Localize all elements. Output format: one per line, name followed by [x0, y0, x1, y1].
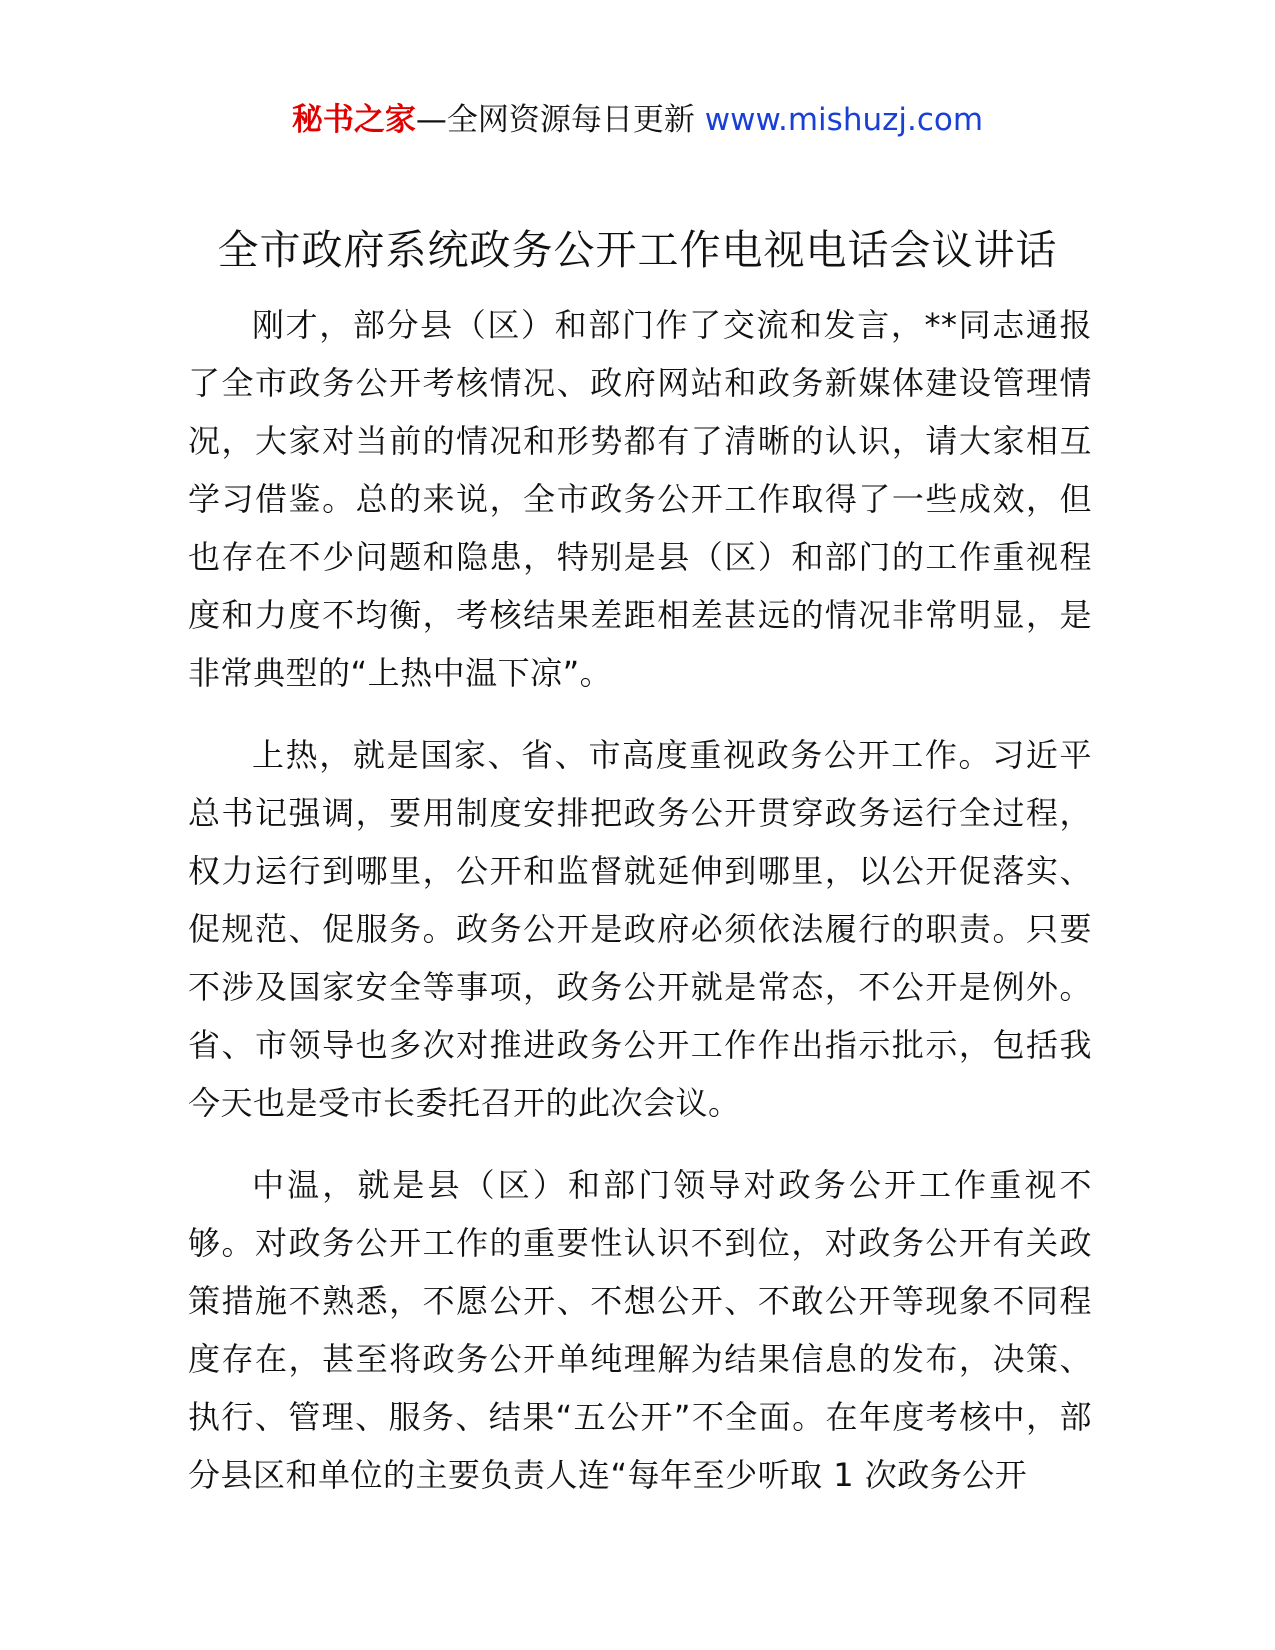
paragraph-1: 刚才，部分县（区）和部门作了交流和发言，**同志通报了全市政务公开考核情况、政府网站和政务新媒体建设管理情况，大家对当前的情况和形势都有了清晰的认识，请大家相互学习借鉴。总的来说，全市政务公开工作取得了一些成效，但也存在不少问题和隐患，特别是县（区）和部门的工作重视程度和力度不均衡，考核结果差距相差甚远的情况非常明显，是非常典型的“上热中温下凉”。	[188, 306, 1092, 692]
document-body	[188, 296, 1092, 1528]
site-brand: 秘书之家	[291, 102, 416, 138]
site-url-link[interactable]: www.mishuzj.com	[704, 102, 984, 138]
paragraph-2: 上热，就是国家、省、市高度重视政务公开工作。习近平总书记强调，要用制度安排把政务公开贯穿政务运行全过程，权力运行到哪里，公开和监督就延伸到哪里，以公开促落实、促规范、促服务。政务公开是政府必须依法履行的职责。只要不涉及国家安全等事项，政务公开就是常态，不公开是例外。省、市领导也多次对推进政务公开工作作出指示批示，包括我今天也是受市长委托召开的此次会议。	[188, 736, 1092, 1122]
site-header	[0, 98, 1275, 142]
site-tagline: —全网资源每日更新	[415, 102, 705, 138]
paragraph-3: 中温，就是县（区）和部门领导对政务公开工作重视不够。对政务公开工作的重要性认识不到位，对政务公开有关政策措施不熟悉，不愿公开、不想公开、不敢公开等现象不同程度存在，甚至将政务公开单纯理解为结果信息的发布，决策、执行、管理、服务、结果“五公开”不全面。在年度考核中，部分县区和单位的主要负责人连“每年至少听取 1 次政务公开	[188, 1166, 1092, 1494]
document-title: 全市政府系统政务公开工作电视电话会议讲话	[217, 226, 1058, 274]
